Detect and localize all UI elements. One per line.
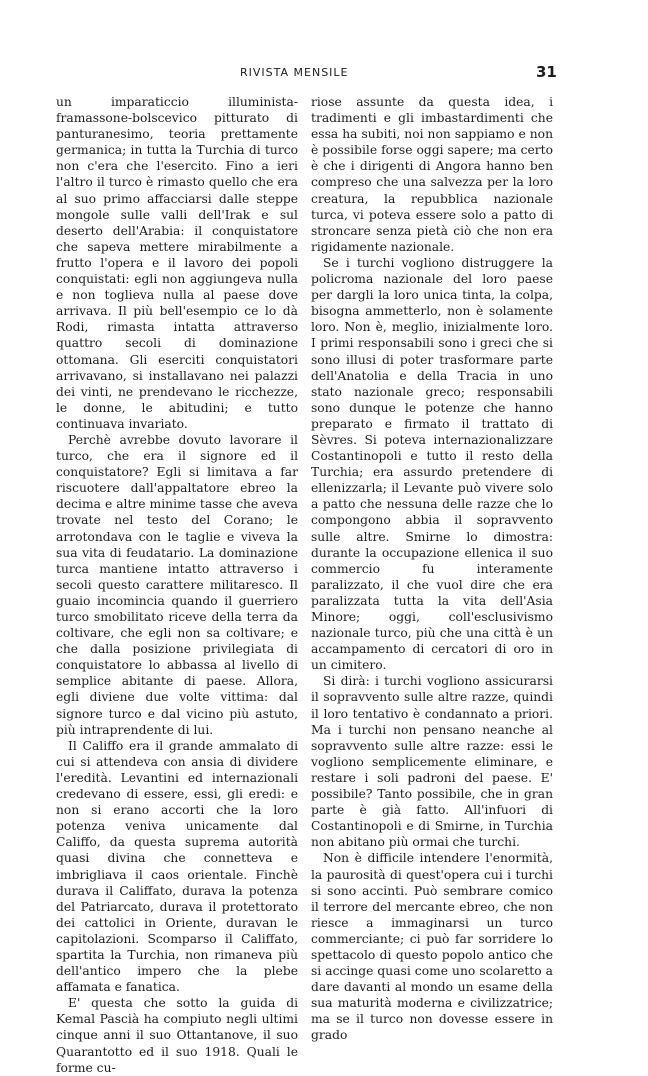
running-title: RIVISTA MENSILE	[240, 66, 349, 79]
paragraph: Non è difficile intendere l'enormità, la paurosità di quest'opera cui i turchi si sono accinti. Può sembrare comico il terrore del mercante ebreo, che non riesce a immaginarsi un turco commerciante; ci può far sorridere lo spettacolo di questo popolo antico che si accinge quasi come uno scolaretto a dare davanti al mondo un esame della sua maturità moderna e civilizzatrice; ma se il turco non dovesse essere in grado	[311, 851, 553, 1043]
paragraph: E' questa che sotto la guida di Kemal Pascià ha compiuto negli ultimi cinque anni il suo Ottantanove, il suo Quarantotto ed il suo 1918. Quali le forme cu-	[56, 996, 298, 1075]
paragraph: riose assunte da questa idea, i tradimenti e gli imbastardimenti che essa ha subiti, noi non sappiamo e non è possibile forse oggi sapere; ma certo è che i dirigenti di Angora hanno ben compreso che una salvezza per la loro creatura, la repubblica nazionale turca, vi poteva essere solo a patto di stroncare senza pietà ciò che non era rigidamente nazionale.	[311, 95, 553, 254]
paragraph: Perchè avrebbe dovuto lavorare il turco, che era il signore ed il conquistatore? Egli si limitava a far riscuotere dall'appaltatore ebreo la decima e altre minime tasse che aveva trovate nel testo del Corano; le arrotondava con le taglie e viveva la sua vita di feudatario. La dominazione turca mantiene intatto attraverso i secoli questo carattere militaresco. Il guaio incomincia quando il guerriero turco smobilitato riceve della terra da coltivare, che egli non sa coltivare; e che dalla posizione privilegiata di conquistatore lo abbassa al livello di semplice abitante di paese. Allora, egli diviene due volte vittima: dal signore turco e dal vicino più astuto, più intraprendente di lui.	[56, 432, 298, 737]
right-column	[311, 94, 553, 1044]
paragraph: Il Califfo era il grande ammalato di cui si attendeva con ansia di dividere l'eredità. Levantini ed internazionali credevano di essere, essi, gli eredi: e non si erano accorti che la loro potenza veniva unicamente dal Califfo, da questa suprema autorità quasi divina che connetteva e imbrigliava il caos orientale. Finchè durava il Califfato, durava la potenza del Patriarcato, durava il protettorato dei cattolici in Oriente, duravan le capitolazioni. Scomparso il Califfato, spartita la Turchia, non rimaneva più dell'antico impero che la plebe affamata e fanatica.	[56, 738, 298, 995]
paragraph: Se i turchi vogliono distruggere la policroma nazionale del loro paese per dargli la loro unica tinta, la colpa, bisogna ammetterlo, non è solamente loro. Non è, meglio, inizialmente loro. I primi responsabili sono i greci che si sono illusi di poter trasformare parte dell'Anatolia e della Tracia in uno stato nazionale greco; responsabili sono dunque le potenze che hanno preparato e firmato il trattato di Sèvres. Si poteva internazionalizzare Costantinopoli e tutto il resto della Turchia; era assurdo pretendere di ellenizzarla; il Levante può vivere solo a patto che nessuna delle razze che lo compongono abbia il sopravvento sulle altre. Smirne lo dimostra: durante la occupazione ellenica il suo commercio fu interamente paralizzato, il che vuol dire che era paralizzata tutta la vita dell'Asia Minore; oggi, coll'esclusivismo nazionale turco, più che una città è un accampamento di cercatori di oro in un cimitero.	[311, 255, 553, 673]
page-header	[0, 63, 648, 86]
paragraph: Si dirà: i turchi vogliono assicurarsi il sopravvento sulle altre razze, quindi il loro tentativo è condannato a priori. Ma i turchi non pensano neanche al sopravvento sulle altre razze: essi le vogliono semplicemente eliminare, e restare i soli padroni del paese. E' possibile? Tanto possibile, che in gran parte è già fatto. All'infuori di Costantinopoli e di Smirne, in Turchia non abitano più ormai che turchi.	[311, 674, 553, 850]
column-gutter	[305, 96, 306, 846]
left-column	[56, 94, 298, 1076]
page-number: 31	[536, 63, 557, 81]
paragraph: un imparaticcio illuminista-framassone-bolscevico pitturato di panturanesimo, teoria prettamente germanica; in tutta la Turchia di turco non c'era che l'esercito. Fino a ieri l'altro il turco è rimasto quello che era al suo primo affacciarsi dalle steppe mongole sulle valli dell'Irak e sul deserto dell'Arabia: il conquistatore che sapeva mettere mirabilmente a frutto l'opera e il lavoro dei popoli conquistati: egli non aggiungeva nulla e non toglieva nulla al paese dove arrivava. Il più bell'esempio ce lo dà Rodi, rimasta intatta attraverso quattro secoli di dominazione ottomana. Gli eserciti conquistatori arrivavano, si installavano nei palazzi dei vinti, ne prendevano le ricchezze, le donne, le abitudini; e tutto continuava invariato.	[56, 95, 298, 431]
